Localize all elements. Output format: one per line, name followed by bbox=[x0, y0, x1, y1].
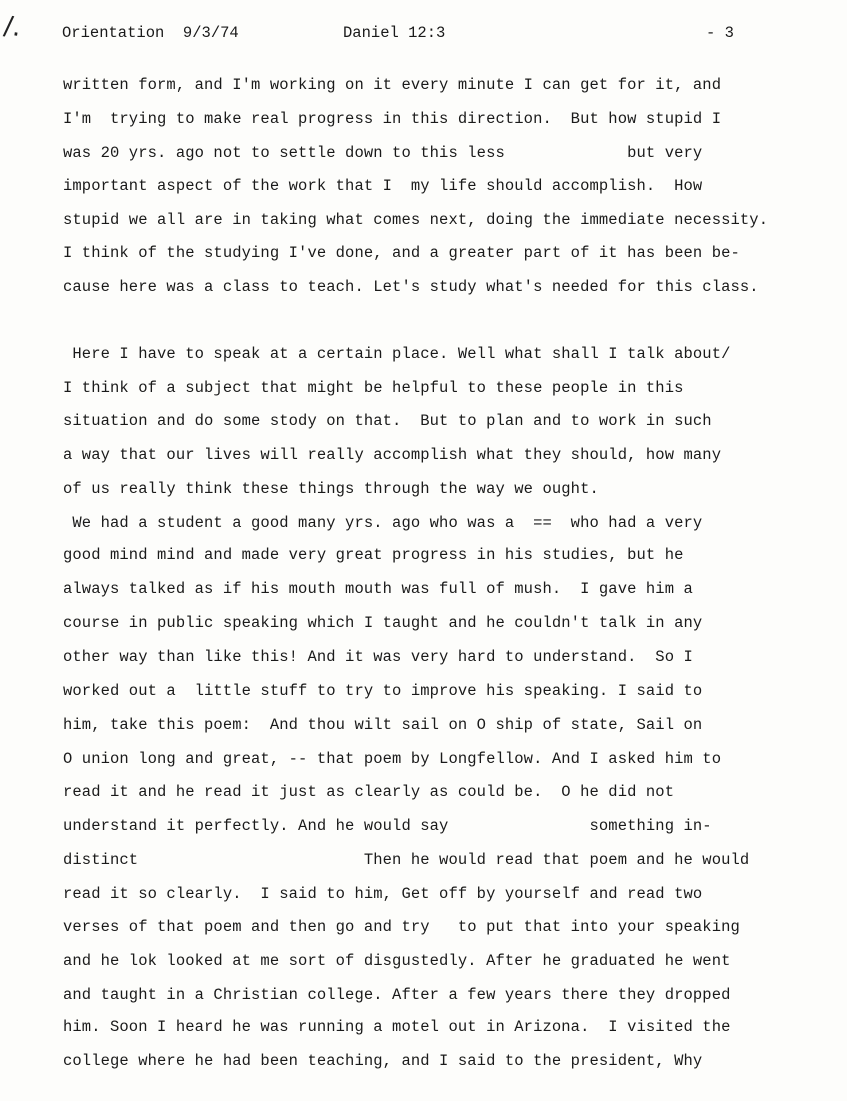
text-line: worked out a little stuff to try to improve his speaking. I said to bbox=[63, 682, 703, 700]
text-line: verses of that poem and then go and try to put that into your speaking bbox=[63, 918, 740, 936]
text-line: always talked as if his mouth mouth was full of mush. I gave him a bbox=[63, 580, 693, 598]
text-line: of us really think these things through the way we ought. bbox=[63, 480, 599, 498]
text-line: I think of the studying I've done, and a greater part of it has been be- bbox=[63, 244, 740, 262]
text-line: O union long and great, -- that poem by Longfellow. And I asked him to bbox=[63, 750, 722, 768]
header-ref: Daniel 12:3 bbox=[343, 24, 446, 42]
text-line: him, take this poem: And thou wilt sail on O ship of state, Sail on bbox=[63, 716, 703, 734]
text-line: distinct Then he would read that poem and he would bbox=[63, 851, 750, 869]
text-line: important aspect of the work that I my life should accomplish. How bbox=[63, 177, 703, 195]
text-line: I'm trying to make real progress in this direction. But how stupid I bbox=[63, 110, 722, 128]
text-line: Here I have to speak at a certain place. Well what shall I talk about/ bbox=[63, 345, 731, 363]
text-line: and he lok looked at me sort of disgustedly. After he graduated he went bbox=[63, 952, 731, 970]
text-line: and taught in a Christian college. After a few years there they dropped bbox=[63, 986, 731, 1004]
text-line: other way than like this! And it was very hard to understand. So I bbox=[63, 648, 693, 666]
text-line: written form, and I'm working on it every minute I can get for it, and bbox=[63, 76, 722, 94]
text-line: I think of a subject that might be helpful to these people in this bbox=[63, 379, 684, 397]
text-line: a way that our lives will really accomplish what they should, how many bbox=[63, 446, 722, 464]
header-title: Orientation 9/3/74 bbox=[62, 24, 239, 42]
page-number: - 3 bbox=[706, 24, 734, 42]
text-line: situation and do some stody on that. But to plan and to work in such bbox=[63, 412, 712, 430]
text-line: was 20 yrs. ago not to settle down to this less but very bbox=[63, 144, 703, 162]
text-line: We had a student a good many yrs. ago who was a == who had a very bbox=[63, 514, 703, 532]
handwritten-mark: /. bbox=[1, 10, 24, 44]
text-line: stupid we all are in taking what comes next, doing the immediate necessity. bbox=[63, 211, 769, 229]
text-line: read it so clearly. I said to him, Get off by yourself and read two bbox=[63, 885, 703, 903]
text-line: course in public speaking which I taught and he couldn't talk in any bbox=[63, 614, 703, 632]
text-line: cause here was a class to teach. Let's study what's needed for this class. bbox=[63, 278, 759, 296]
text-line: good mind mind and made very great progress in his studies, but he bbox=[63, 546, 684, 564]
text-line: college where he had been teaching, and I said to the president, Why bbox=[63, 1052, 703, 1070]
text-line: understand it perfectly. And he would say something in- bbox=[63, 817, 712, 835]
text-line: read it and he read it just as clearly as could be. O he did not bbox=[63, 783, 675, 801]
text-line: him. Soon I heard he was running a motel out in Arizona. I visited the bbox=[63, 1018, 731, 1036]
